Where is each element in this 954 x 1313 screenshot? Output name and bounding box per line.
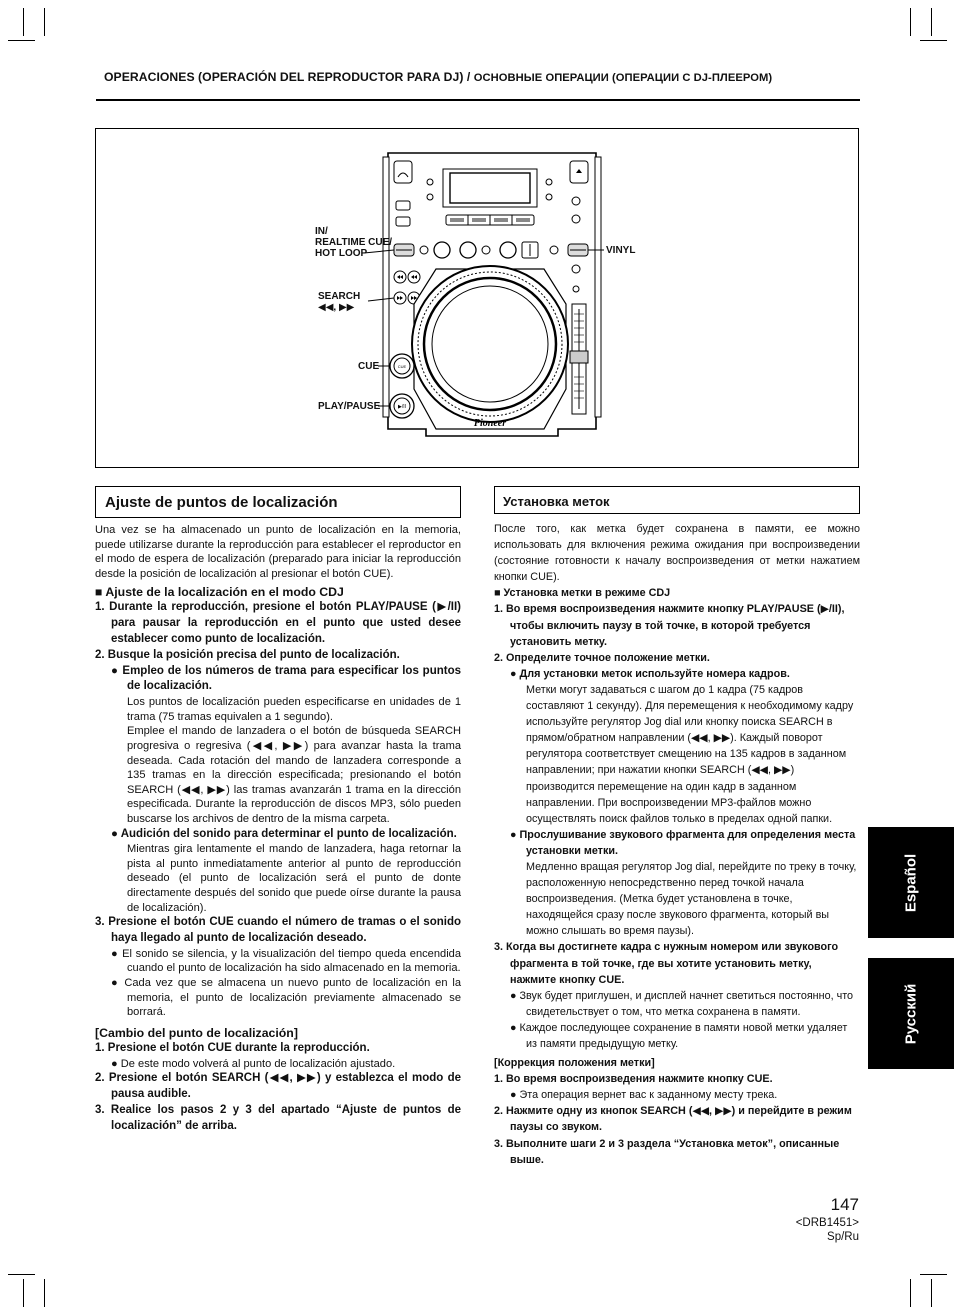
tab-espanol [868, 827, 954, 938]
es-change-3: 3. Realice los pasos 2 y 3 del apartado “Ajuste de puntos de localización” de arriba. [95, 1103, 461, 1132]
ru-step-3-bullet-1: ● Звук будет приглушен, и дисплей начнет светиться постоянно, что свидетельствует о том, что метка сохранена в памяти. [510, 989, 854, 1018]
es-change-2: 2. Presione el botón SEARCH (◀◀, ▶▶) y establezca el modo de pausa audible. [95, 1072, 461, 1101]
tab-espanol-label: Español [902, 853, 920, 912]
section-title-ru [494, 486, 860, 514]
page-number: 147 [830, 1195, 859, 1214]
cdj-device-illustration [96, 129, 858, 467]
header-title-es: OPERACIONES (OPERACIÓN DEL REPRODUCTOR PARA DJ) / [104, 70, 474, 84]
ru-bullet-frames: ● Для установки меток используйте номера кадров. [510, 667, 790, 680]
ru-bullet-audio: ● Прослушивание звукового фрагмента для определения места установки метки. [510, 828, 856, 857]
label-vinyl: VINYL [606, 245, 636, 256]
label-in-realtime-cue: IN/ REALTIME CUE/ HOT LOOP [315, 226, 393, 259]
ru-mode-heading: ■ Установка метки в режиме CDJ [494, 587, 671, 600]
document-code-lang: Sp/Ru [827, 1231, 859, 1243]
tab-russian-label: Русский [902, 983, 920, 1044]
ru-change-heading: [Коррекция положения метки] [494, 1057, 655, 1070]
es-step-3-bullet-2: ● Cada vez que se almacena un nuevo punto de localización en la memoria, el punto de localización previamente almacenado se borrará. [111, 977, 461, 1019]
figure-frame [95, 128, 859, 468]
es-intro: Una vez se ha almacenado un punto de localización en la memoria, puede utilizarse durante la reproducción para establecer el reproductor en el modo de espera de localización (preparado para iniciar la reproducción desde la posición de localización al presionar el botón CUE). [95, 524, 461, 580]
ru-step-3: 3. Когда вы достигнете кадра с нужным номером или звукового фрагмента в той точке, где вы хотите установить метку, нажмите кнопку CUE. [494, 941, 839, 986]
label-search: SEARCH ◀◀, ▶▶ [318, 291, 361, 313]
es-step-3: 3. Presione el botón CUE cuando el número de tramas o el sonido haya llegado al punto de localización deseado. [95, 916, 461, 945]
es-bullet-frames: ● Empleo de los números de trama para especificar los puntos de localización. [111, 664, 461, 693]
section-title-es [95, 486, 461, 518]
es-step-3-bullet-1: ● El sonido se silencia, y la visualización del tiempo queda encendida cuando el punto de localización ha sido almacenado en la memoria. [111, 947, 461, 975]
ru-step-1: 1. Во время воспроизведения нажмите кнопку PLAY/PAUSE (▶/II), чтобы включить паузу в той точке, в которой требуется установить метку. [494, 603, 845, 648]
column-ru [494, 521, 860, 1168]
header-title-ru: ОСНОВНЫЕ ОПЕРАЦИИ (ОПЕРАЦИИ С DJ-ПЛЕЕРОМ) [473, 72, 773, 84]
es-bullet-audio: ● Audición del sonido para determinar el punto de localización. [111, 827, 457, 840]
page-header [104, 70, 860, 84]
es-bullet-frames-text-1: Los puntos de localización pueden especificarse en unidades de 1 trama (75 tramas equivalen a 1 segundo). [127, 696, 461, 723]
ru-step-2: 2. Определите точное положение метки. [494, 651, 710, 664]
ru-change-1: 1. Во время воспроизведения нажмите кнопку CUE. [494, 1073, 773, 1086]
ru-step-3-bullet-2: ● Каждое последующее сохранение в памяти новой метки удаляет из памяти предыдущую метку. [510, 1021, 848, 1050]
ru-bullet-frames-text: Метки могут задаваться с шагом до 1 кадра (75 кадров составляют 1 секунду). Для перемещения к необходимому кадру используйте регулятор Jog dial или кнопку поиска SEARCH в прямом/обратном направлении (◀◀, ▶▶). Каждый поворот регулятора соответствует смещению на 135 кадров в заданном направлении; при нажатии кнопки SEARCH (◀◀, ▶▶) производится перемещение на один кадр в заданном направлении. При воспроизведении MP3-файлов можно осуществлять поиск файлов только в пределах одной папки. [526, 683, 854, 825]
ru-change-3: 3. Выполните шаги 2 и 3 раздела “Установка меток”, описанные выше. [494, 1137, 840, 1166]
es-bullet-audio-text: Mientras gira lentamente el mando de lanzadera, haga retornar la pista al punto inmediatamente anterior al punto de reproducción deseado (el punto de localización será el punto de donte directamente después del sonido que puede oírse durante la pausa de localización). [127, 843, 461, 914]
ru-intro: После того, как метка будет сохранена в памяти, ее можно использовать для включения режима ожидания при воспроизведении (состояние готовности к началу воспроизведения от метки нажатием кнопки CUE). [494, 523, 860, 584]
label-play-pause: PLAY/PAUSE [318, 401, 381, 412]
ru-change-2: 2. Нажмите одну из кнопок SEARCH (◀◀, ▶▶) и перейдите в режим паузы со звуком. [494, 1105, 852, 1134]
es-mode-heading: ■ Ajuste de la localización en el modo CDJ [95, 585, 344, 600]
es-change-heading: [Cambio del punto de localización] [95, 1025, 298, 1040]
es-step-2: 2. Busque la posición precisa del punto de localización. [95, 648, 400, 661]
es-change-1: 1. Presione el botón CUE durante la reproducción. [95, 1041, 370, 1054]
es-step-1: 1. Durante la reproducción, presione el botón PLAY/PAUSE (▶/II) para pausar la reproducción en el punto que usted desee establecer como punto de localización. [95, 601, 461, 645]
header-rule [96, 99, 860, 101]
label-cue: CUE [358, 361, 380, 372]
device-cue-text: CUE [397, 364, 407, 369]
device-play-text: ▶/II [397, 404, 407, 410]
document-code [796, 1216, 859, 1244]
es-bullet-frames-text-2: Emplee el mando de lanzadera o el botón de búsqueda SEARCH progresiva o regresiva (◀◀, ▶▶) para avanzar hasta la trama deseada. Cada rotación del mando de lanzadera corresponde a 135 tramas en la dirección especificada; presionando el botón SEARCH (◀◀, ▶▶) las tramas avanzarán 1 trama en la dirección especificada. Durante la reproducción de discos MP3, sólo pueden buscarse los archivos de dentro de la misma carpeta. [127, 725, 461, 825]
device-brand: Pioneer [473, 418, 507, 429]
ru-change-1-bullet: ● Эта операция вернет вас к заданному месту трека. [510, 1089, 778, 1102]
ru-bullet-audio-text: Медленно вращая регулятор Jog dial, перейдите по треку в точку, расположенную непосредственно перед точкой начала воспроизведения. (Метка будет установлена в точке, находящейся сразу после звукового фрагмента, который вы можно слышать во время паузы). [526, 860, 857, 938]
document-code-number: <DRB1451> [795, 1217, 859, 1229]
column-es [95, 523, 461, 1134]
tab-russian [868, 958, 954, 1069]
section-title-es-text: Ajuste de puntos de localización [105, 494, 338, 511]
es-change-1-bullet: ● De este modo volverá al punto de localización ajustado. [111, 1057, 396, 1070]
section-title-ru-text: Установка меток [503, 494, 610, 509]
